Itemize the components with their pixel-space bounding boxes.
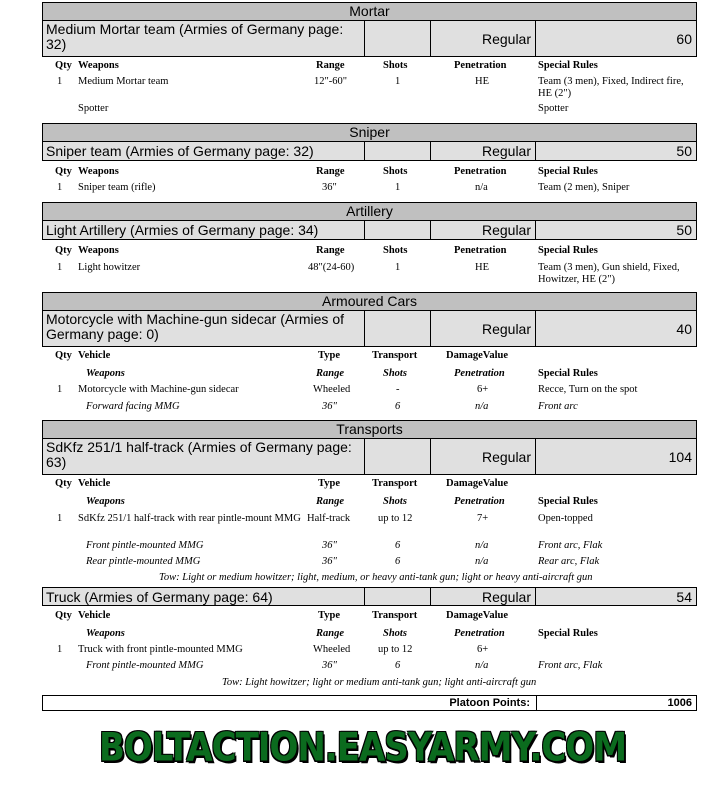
header-damage-value: DamageValue <box>446 350 509 361</box>
row-range: 12"-60" <box>314 76 348 87</box>
row-shots: 1 <box>395 76 401 87</box>
header-penetration: Penetration <box>454 166 507 177</box>
header-range: Range <box>316 60 345 71</box>
weapon-range: 36" <box>322 660 337 671</box>
section-header-mortar: Mortar <box>42 2 697 21</box>
row-special-rules: Team (3 men), Gun shield, Fixed, Howitzer, HE (2") <box>538 262 680 285</box>
vehicle-transport: - <box>396 384 400 395</box>
header-special-rules: Special Rules <box>538 60 598 71</box>
section-header-artillery: Artillery <box>42 202 697 221</box>
unit-row-halftrack <box>42 439 697 475</box>
header-shots: Shots <box>383 245 408 256</box>
weapon-name: Rear pintle-mounted MMG <box>86 556 201 567</box>
vehicle-transport: up to 12 <box>378 644 413 655</box>
header-special-rules: Special Rules <box>538 166 598 177</box>
unit-points: 54 <box>676 588 692 605</box>
unit-experience: Regular <box>431 142 536 160</box>
header-shots: Shots <box>383 60 408 71</box>
weapon-name: Forward facing MMG <box>86 401 180 412</box>
header-range: Range <box>316 496 345 507</box>
row-weapon: Light howitzer <box>78 262 141 273</box>
header-penetration: Penetration <box>454 628 505 639</box>
unit-name: Medium Mortar team (Armies of Germany page: 32) <box>43 21 365 56</box>
weapon-shots: 6 <box>395 556 401 567</box>
row-special-rules: Spotter <box>538 103 569 114</box>
vehicle-damage: 6+ <box>477 644 489 655</box>
unit-blank-cell <box>365 311 431 346</box>
unit-points: 50 <box>676 143 692 159</box>
boltaction-easyarmy-logo[interactable]: BOLTACTION.EASYARMY.COM <box>98 725 627 771</box>
unit-experience: Regular <box>431 588 536 605</box>
header-shots: Shots <box>383 628 407 639</box>
row-qty: 1 <box>57 182 63 193</box>
unit-name: Motorcycle with Machine-gun sidecar (Armies of Germany page: 0) <box>43 311 365 346</box>
vehicle-type: Wheeled <box>313 384 351 395</box>
unit-name: SdKfz 251/1 half-track (Armies of Germany page: 63) <box>43 439 365 474</box>
unit-row-motorcycle <box>42 311 697 347</box>
unit-experience: Regular <box>431 439 536 474</box>
header-type: Type <box>318 478 340 489</box>
vehicle-type: Half-track <box>307 513 351 524</box>
header-shots: Shots <box>383 496 407 507</box>
weapon-range: 36" <box>322 556 337 567</box>
vehicle-name: Truck with front pintle-mounted MMG <box>78 644 243 655</box>
weapon-special-rules: Rear arc, Flak <box>538 556 600 567</box>
header-special-rules: Special Rules <box>538 245 598 256</box>
weapon-range: 36" <box>322 540 337 551</box>
vehicle-special-rules: Recce, Turn on the spot <box>538 384 638 395</box>
weapon-range: 36" <box>322 401 337 412</box>
header-weapons: Weapons <box>86 368 125 379</box>
header-weapons: Weapons <box>78 166 119 177</box>
header-weapons: Weapons <box>78 60 119 71</box>
unit-experience: Regular <box>431 221 536 239</box>
header-vehicle: Vehicle <box>78 350 111 361</box>
vehicle-type: Wheeled <box>313 644 351 655</box>
weapon-penetration: n/a <box>475 660 489 671</box>
row-qty: 1 <box>57 262 63 273</box>
unit-row-sniper <box>42 142 697 161</box>
tow-note: Tow: Light howitzer; light or medium anti-tank gun; light anti-aircraft gun <box>222 677 537 688</box>
weapon-name: Front pintle-mounted MMG <box>86 660 204 671</box>
section-header-armoured-cars: Armoured Cars <box>42 292 697 311</box>
unit-points: 60 <box>676 30 692 47</box>
platoon-points-divider <box>536 696 537 710</box>
row-penetration: HE <box>475 262 489 273</box>
header-qty: Qty <box>55 166 72 177</box>
weapon-penetration: n/a <box>475 401 489 412</box>
unit-name: Truck (Armies of Germany page: 64) <box>43 588 365 605</box>
row-special-rules: Team (2 men), Sniper <box>538 182 630 193</box>
header-special-rules: Special Rules <box>538 368 598 379</box>
header-transport: Transport <box>372 610 418 621</box>
header-transport: Transport <box>372 350 418 361</box>
header-type: Type <box>318 350 340 361</box>
unit-row-artillery <box>42 221 697 240</box>
header-transport: Transport <box>372 478 418 489</box>
vehicle-name: Motorcycle with Machine-gun sidecar <box>78 384 239 395</box>
row-special-rules: Team (3 men), Fixed, Indirect fire, HE (2") <box>538 76 684 99</box>
vehicle-damage: 6+ <box>477 384 489 395</box>
header-weapons: Weapons <box>86 496 125 507</box>
section-header-transports: Transports <box>42 420 697 439</box>
weapon-shots: 6 <box>395 401 401 412</box>
unit-blank-cell <box>365 142 431 160</box>
weapon-penetration: n/a <box>475 540 489 551</box>
weapon-shots: 6 <box>395 660 401 671</box>
row-penetration: HE <box>475 76 489 87</box>
unit-points: 50 <box>676 222 692 238</box>
header-damage-value: DamageValue <box>446 478 509 489</box>
unit-row-mortar <box>42 21 697 57</box>
unit-blank-cell <box>365 588 431 605</box>
header-qty: Qty <box>55 245 72 256</box>
header-penetration: Penetration <box>454 368 505 379</box>
row-weapon: Sniper team (rifle) <box>78 182 156 193</box>
header-vehicle: Vehicle <box>78 478 111 489</box>
header-qty: Qty <box>55 610 72 621</box>
header-special-rules: Special Rules <box>538 496 598 507</box>
header-range: Range <box>316 166 345 177</box>
header-penetration: Penetration <box>454 496 505 507</box>
platoon-points-value: 1006 <box>667 697 692 709</box>
header-qty: Qty <box>55 60 72 71</box>
header-shots: Shots <box>383 166 408 177</box>
row-penetration: n/a <box>475 182 488 193</box>
row-weapon: Medium Mortar team <box>78 76 169 87</box>
row-shots: 1 <box>395 262 401 273</box>
platoon-points-row <box>42 695 697 711</box>
header-range: Range <box>316 628 345 639</box>
unit-experience: Regular <box>431 311 536 346</box>
header-qty: Qty <box>55 478 72 489</box>
vehicle-name: SdKfz 251/1 half-track with rear pintle-mount MMG <box>78 513 301 524</box>
weapon-special-rules: Front arc, Flak <box>538 540 603 551</box>
row-weapon: Spotter <box>78 103 109 114</box>
header-type: Type <box>318 610 340 621</box>
unit-name: Sniper team (Armies of Germany page: 32) <box>43 142 365 160</box>
unit-row-truck <box>42 587 697 606</box>
weapon-name: Front pintle-mounted MMG <box>86 540 204 551</box>
unit-blank-cell <box>365 439 431 474</box>
header-penetration: Penetration <box>454 245 507 256</box>
vehicle-transport: up to 12 <box>378 513 413 524</box>
vehicle-special-rules: Open-topped <box>538 513 593 524</box>
vehicle-qty: 1 <box>57 644 63 655</box>
header-range: Range <box>316 368 345 379</box>
unit-points: 40 <box>676 320 692 337</box>
header-qty: Qty <box>55 350 72 361</box>
header-range: Range <box>316 245 345 256</box>
weapon-special-rules: Front arc <box>538 401 578 412</box>
header-penetration: Penetration <box>454 60 507 71</box>
unit-blank-cell <box>365 21 431 56</box>
platoon-points-label: Platoon Points: <box>449 697 530 709</box>
header-damage-value: DamageValue <box>446 610 509 621</box>
row-qty: 1 <box>57 76 63 87</box>
section-header-sniper: Sniper <box>42 123 697 142</box>
vehicle-qty: 1 <box>57 384 63 395</box>
unit-blank-cell <box>365 221 431 239</box>
vehicle-damage: 7+ <box>477 513 489 524</box>
row-shots: 1 <box>395 182 401 193</box>
tow-note: Tow: Light or medium howitzer; light, medium, or heavy anti-tank gun; light or heavy anti-aircraft gun <box>159 572 593 583</box>
weapon-shots: 6 <box>395 540 401 551</box>
vehicle-qty: 1 <box>57 513 63 524</box>
weapon-special-rules: Front arc, Flak <box>538 660 603 671</box>
unit-name: Light Artillery (Armies of Germany page: 34) <box>43 221 365 239</box>
header-special-rules: Special Rules <box>538 628 598 639</box>
header-weapons: Weapons <box>78 245 119 256</box>
weapon-penetration: n/a <box>475 556 489 567</box>
unit-points: 104 <box>668 448 692 465</box>
header-weapons: Weapons <box>86 628 125 639</box>
header-vehicle: Vehicle <box>78 610 111 621</box>
row-range: 48"(24-60) <box>308 262 355 273</box>
header-shots: Shots <box>383 368 407 379</box>
row-range: 36" <box>322 182 337 193</box>
unit-experience: Regular <box>431 21 536 56</box>
